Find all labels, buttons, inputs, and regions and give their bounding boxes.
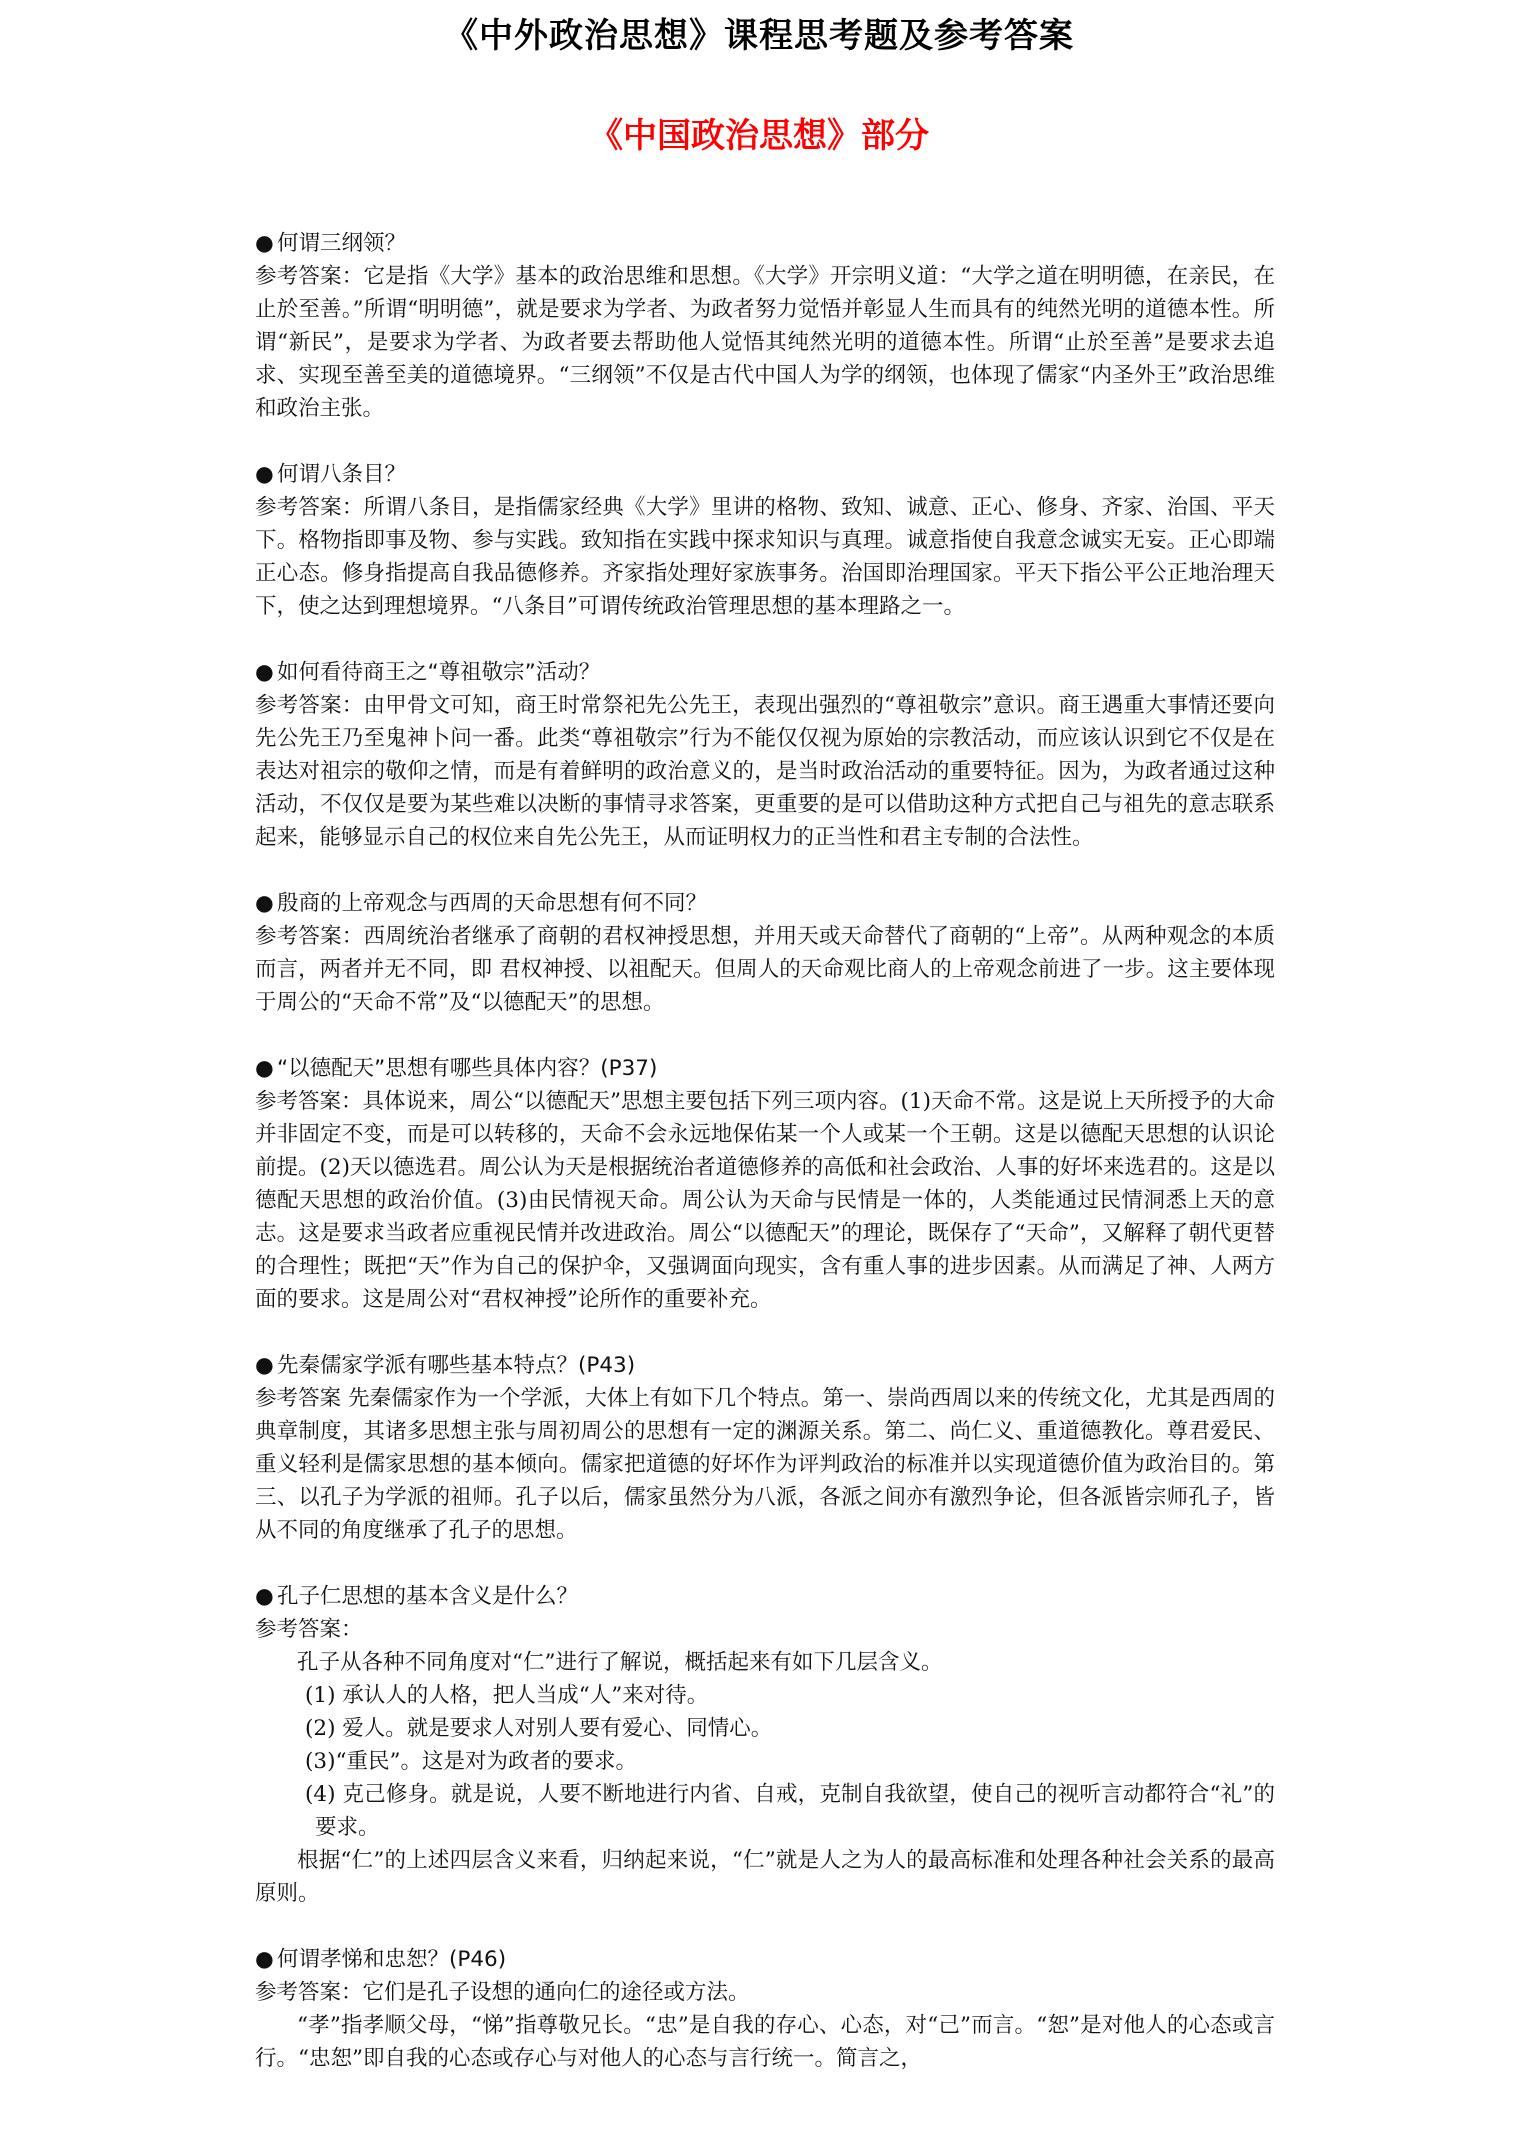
answer-text: 参考答案：它们是孔子设想的通向仁的途径或方法。 xyxy=(255,1980,750,2005)
qa-item xyxy=(255,1580,1275,1910)
question-heading xyxy=(255,1052,1275,1085)
question-heading xyxy=(255,1580,1275,1613)
section-title: 《中国政治思想》部分 xyxy=(589,116,929,156)
document-title: 《中外政治思想》课程思考题及参考答案 xyxy=(444,16,1074,56)
answer-paragraph: 孔子从各种不同角度对“仁”进行了解说，概括起来有如下几层含义。 xyxy=(297,1650,943,1675)
answer-text: 参考答案：具体说来，周公“以德配天”思想主要包括下列三项内容。(1)天命不常。这是说上天所授予的大命并非固定不变，而是可以转移的，天命不会永远地保佑某一个人或某一个王朝。这是以德配天思想的认识论前提。(2)天以德选君。周公认为天是根据统治者道德修养的高低和社会政治、人事的好坏来选君的。这是以德配天思想的政治价值。(3)由民情视天命。周公认为天命与民情是一体的，人类能通过民情洞悉上天的意志。这是要求当政者应重视民情并改进政治。周公“以德配天”的理论，既保存了“天命”，又解释了朝代更替的合理性；既把“天”作为自己的保护伞，又强调面向现实，含有重人事的进步因素。从而满足了神、人两方面的要求。这是周公对“君权神授”论所作的重要补充。 xyxy=(255,1089,1275,1312)
answer-paragraph: 根据“仁”的上述四层含义来看，归纳起来说，“仁”就是人之为人的最高标准和处理各种社会关系的最高原则。 xyxy=(255,1848,1275,1906)
bullet-icon: ● xyxy=(255,1947,274,1972)
question-heading xyxy=(255,656,1275,689)
answer-text: 参考答案：西周统治者继承了商朝的君权神授思想，并用天或天命替代了商朝的“上帝”。从两种观念的本质而言，两者并无不同，即 君权神授、以祖配天。但周人的天命观比商人的上帝观念前进了一步。这主要体现于周公的“天命不常”及“以德配天”的思想。 xyxy=(255,924,1275,1015)
bullet-icon: ● xyxy=(255,1584,274,1609)
question-text: 殷商的上帝观念与西周的天命思想有何不同？ xyxy=(277,891,708,916)
bullet-icon: ● xyxy=(255,462,274,487)
question-text: 何谓孝悌和忠恕？(P46) xyxy=(277,1947,507,1972)
question-text: 如何看待商王之“尊祖敬宗”活动？ xyxy=(277,660,601,685)
answer-label: 参考答案： xyxy=(255,1617,363,1642)
answer-point: (3)“重民”。这是对为政者的要求。 xyxy=(305,1749,637,1774)
qa-item xyxy=(255,1349,1275,1547)
bullet-icon: ● xyxy=(255,1056,274,1081)
answer-text: 参考答案：所谓八条目，是指儒家经典《大学》里讲的格物、致知、诚意、正心、修身、齐家、治国、平天下。格物指即事及物、参与实践。致知指在实践中探求知识与真理。诚意指使自我意念诚实无妄。正心即端正心态。修身指提高自我品德修养。齐家指处理好家族事务。治国即治理国家。平天下指公平公正地治理天下，使之达到理想境界。“八条目”可谓传统政治管理思想的基本理路之一。 xyxy=(255,495,1275,619)
document-body xyxy=(255,227,1275,2108)
question-heading xyxy=(255,1943,1275,1976)
answer-point: (1) 承认人的人格，把人当成“人”来对待。 xyxy=(305,1683,709,1708)
qa-item xyxy=(255,1943,1275,2075)
bullet-icon: ● xyxy=(255,1353,274,1378)
qa-item xyxy=(255,227,1275,425)
answer-paragraph: “孝”指孝顺父母，“悌”指尊敬兄长。“忠”是自我的存心、心态，对“己”而言。“恕”是对他人的心态或言行。“忠恕”即自我的心态或存心与对他人的心态与言行统一。简言之， xyxy=(255,2013,1275,2071)
answer-text: 参考答案：它是指《大学》基本的政治思维和思想。《大学》开宗明义道：“大学之道在明明德，在亲民，在止於至善。”所谓“明明德”，就是要求为学者、为政者努力觉悟并彰显人生而具有的纯然光明的道德本性。所谓“新民”，是要求为学者、为政者要去帮助他人觉悟其纯然光明的道德本性。所谓“止於至善”是要求去追求、实现至善至美的道德境界。“三纲领”不仅是古代中国人为学的纲领，也体现了儒家“内圣外王”政治思维和政治主张。 xyxy=(255,264,1275,421)
qa-item xyxy=(255,1052,1275,1316)
answer-text: 参考答案 先秦儒家作为一个学派，大体上有如下几个特点。第一、崇尚西周以来的传统文化，尤其是西周的典章制度，其诸多思想主张与周初周公的思想有一定的渊源关系。第二、尚仁义、重道德教化。尊君爱民、重义轻利是儒家思想的基本倾向。儒家把道德的好坏作为评判政治的标准并以实现道德价值为政治目的。第三、以孔子为学派的祖师。孔子以后，儒家虽然分为八派，各派之间亦有激烈争论，但各派皆宗师孔子，皆从不同的角度继承了孔子的思想。 xyxy=(255,1386,1275,1543)
question-heading xyxy=(255,887,1275,920)
bullet-icon: ● xyxy=(255,891,274,916)
bullet-icon: ● xyxy=(255,231,274,256)
question-text: 何谓三纲领？ xyxy=(277,231,407,256)
question-heading xyxy=(255,1349,1275,1382)
question-text: “以德配天”思想有哪些具体内容？(P37) xyxy=(277,1056,658,1081)
question-text: 何谓八条目？ xyxy=(277,462,407,487)
answer-point: (2) 爱人。就是要求人对别人要有爱心、同情心。 xyxy=(305,1716,773,1741)
question-heading xyxy=(255,227,1275,260)
qa-item xyxy=(255,458,1275,623)
answer-point: (4) 克己修身。就是说，人要不断地进行内省、自戒，克制自我欲望，使自己的视听言动都符合“礼”的要求。 xyxy=(305,1782,1275,1840)
bullet-icon: ● xyxy=(255,660,274,685)
answer-text: 参考答案：由甲骨文可知，商王时常祭祀先公先王，表现出强烈的“尊祖敬宗”意识。商王遇重大事情还要向先公先王乃至鬼神卜问一番。此类“尊祖敬宗”行为不能仅仅视为原始的宗教活动，而应该认识到它不仅是在表达对祖宗的敬仰之情，而是有着鲜明的政治意义的，是当时政治活动的重要特征。因为，为政者通过这种活动，不仅仅是要为某些难以决断的事情寻求答案，更重要的是可以借助这种方式把自己与祖先的意志联系起来，能够显示自己的权位来自先公先王，从而证明权力的正当性和君主专制的合法性。 xyxy=(255,693,1275,850)
qa-item xyxy=(255,656,1275,854)
question-text: 先秦儒家学派有哪些基本特点？(P43) xyxy=(277,1353,636,1378)
question-text: 孔子仁思想的基本含义是什么？ xyxy=(277,1584,579,1609)
question-heading xyxy=(255,458,1275,491)
qa-item xyxy=(255,887,1275,1019)
